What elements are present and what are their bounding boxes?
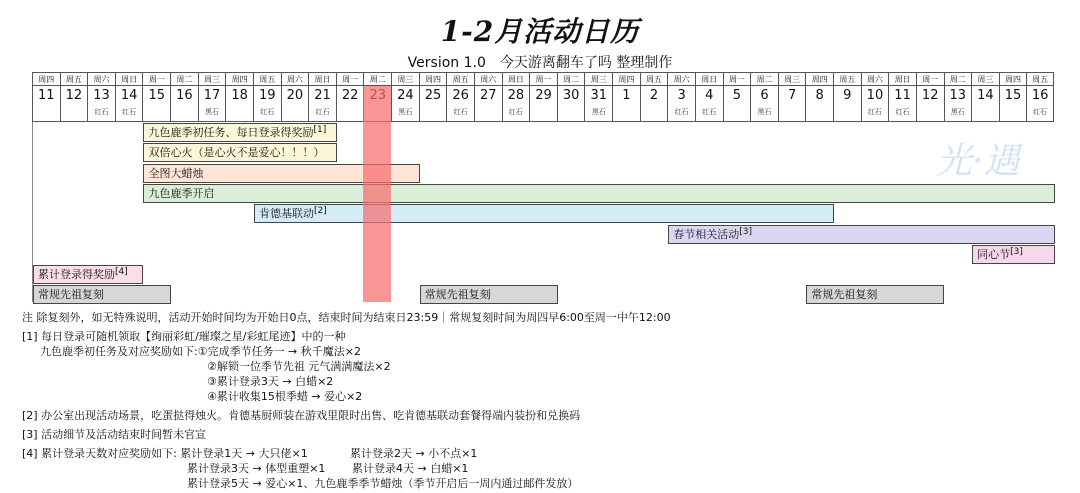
weekday-label: 周日 [888, 72, 916, 86]
weekday-label: 周三 [584, 72, 612, 86]
footnotes [22, 310, 1062, 491]
day-column [198, 72, 226, 122]
weekday-label: 周二 [750, 72, 778, 86]
weekday-label: 周四 [32, 72, 60, 86]
day-column [833, 72, 861, 122]
event-bar [972, 245, 1055, 264]
weekday-label: 周一 [723, 72, 751, 86]
page-subtitle: Version 1.0 今天游离翻车了吗 整理制作 [407, 55, 673, 71]
weekday-label: 周五 [446, 72, 474, 86]
day-number: 9 [843, 88, 852, 103]
weekday-label: 周二 [170, 72, 198, 86]
day-cell [971, 86, 999, 122]
weekday-label: 周日 [308, 72, 336, 86]
footnote-ref: [3] [739, 226, 753, 237]
day-number: 22 [341, 88, 359, 103]
footnote-ref: [3] [1010, 246, 1023, 257]
weekday-label: 周六 [281, 72, 309, 86]
event-label: 常规先祖复刻 [811, 288, 878, 302]
day-number: 12 [65, 88, 83, 103]
day-cell [944, 86, 972, 122]
day-number: 1 [622, 88, 631, 103]
day-cell [419, 86, 447, 122]
weekday-label: 周二 [557, 72, 585, 86]
day-cell [667, 86, 695, 122]
day-cell [87, 86, 115, 122]
note-2: [2] 办公室出现活动场景，吃蛋挞得烛火。肯德基厨师装在游戏里限时出售、吃肯德基联动套餐得端内装扮和兑换码 [22, 409, 581, 422]
footnote-ref: [4] [115, 267, 128, 278]
day-column [861, 72, 889, 122]
day-tag: 红石 [260, 108, 275, 116]
day-cell [253, 86, 281, 122]
day-number: 29 [535, 88, 552, 103]
day-column [253, 72, 281, 122]
day-number: 11 [894, 88, 911, 103]
day-tag: 黑石 [757, 108, 772, 116]
weekday-label: 周六 [861, 72, 889, 86]
weekday-label: 周四 [419, 72, 447, 86]
weekday-label: 周四 [999, 72, 1027, 86]
weekday-label: 周六 [667, 72, 695, 86]
note-1: [1] 每日登录可随机领取【绚丽彩虹/璀璨之星/彩虹尾迹】中的一种 [22, 330, 346, 343]
day-cell [529, 86, 557, 122]
day-cell [446, 86, 474, 122]
day-number: 4 [705, 88, 714, 103]
day-number: 15 [148, 88, 166, 103]
weekday-label: 周五 [60, 72, 88, 86]
day-column [308, 72, 336, 122]
weekday-label: 周二 [363, 72, 391, 86]
weekday-label: 周日 [695, 72, 723, 86]
day-number: 13 [93, 88, 110, 103]
note-1-detail: ③累计登录3天 → 白蜡×2 [207, 375, 334, 388]
event-label: 九色鹿季开启 [148, 186, 215, 200]
event-grid [32, 122, 1054, 302]
day-cell [474, 86, 502, 122]
note-general: 注 除复刻外，如无特殊说明，活动开始时间均为开始日0点，结束时间为结束日23:59｜常规复刻时间为周四早6:00至周一中午12:00 [22, 311, 671, 324]
event-label: 常规先祖复刻 [38, 288, 104, 302]
day-column [750, 72, 778, 122]
event-label: 九色鹿季初任务、每日登录得奖励 [148, 126, 314, 139]
day-column [391, 72, 419, 122]
day-number: 21 [314, 88, 331, 103]
day-number: 13 [949, 88, 967, 103]
event-label: 全图大蜡烛 [148, 166, 204, 180]
event-bar [143, 184, 1055, 203]
day-number: 14 [977, 88, 994, 103]
day-column [336, 72, 364, 122]
day-column [612, 72, 640, 122]
day-number: 12 [921, 88, 939, 103]
weekday-label: 周一 [916, 72, 944, 86]
day-number: 8 [815, 88, 824, 103]
day-cell [640, 86, 668, 122]
day-column [805, 72, 833, 122]
weekday-label: 周五 [640, 72, 668, 86]
day-column [446, 72, 474, 122]
day-cell [281, 86, 309, 122]
weekday-label: 周四 [805, 72, 833, 86]
weekday-label: 周一 [529, 72, 557, 86]
day-number: 31 [590, 88, 607, 103]
note-1-detail: ②解锁一位季节先祖 元气满满魔法×2 [207, 360, 391, 373]
day-cell [861, 86, 889, 122]
day-column [695, 72, 723, 122]
day-tag: 黑石 [950, 108, 965, 116]
day-cell [750, 86, 778, 122]
event-bar [668, 225, 1055, 244]
footnote-ref: [2] [313, 206, 327, 217]
day-column [502, 72, 530, 122]
day-number: 6 [760, 88, 769, 103]
day-tag: 红石 [453, 108, 468, 116]
day-tag: 红石 [1033, 108, 1048, 116]
day-column [723, 72, 751, 122]
day-column [916, 72, 944, 122]
day-number: 2 [649, 88, 659, 103]
day-column [225, 72, 253, 122]
day-column [115, 72, 143, 122]
day-column [667, 72, 695, 122]
day-column [1026, 72, 1054, 122]
day-number: 25 [424, 88, 442, 103]
day-column [32, 72, 60, 122]
weekday-label: 周三 [971, 72, 999, 86]
day-tag: 红石 [702, 108, 717, 116]
event-bar [33, 285, 171, 304]
event-bar [806, 285, 944, 304]
note-4: [4] 累计登录天数对应奖励如下: 累计登录1天 → 大只佬×1 [22, 447, 308, 460]
event-bar [143, 123, 336, 142]
day-cell [833, 86, 861, 122]
note-1-detail: 九色鹿季初任务及对应奖励如下:①完成季节任务一 → 秋千魔法×2 [40, 345, 361, 358]
day-number: 19 [259, 88, 276, 103]
day-cell [557, 86, 585, 122]
day-column [474, 72, 502, 122]
day-tag: 红石 [508, 108, 523, 116]
note-4-detail: 累计登录3天 → 体型重塑×1 [187, 462, 326, 475]
day-cell [999, 86, 1027, 122]
event-label: 常规先祖复刻 [424, 288, 491, 302]
weekday-label: 周日 [115, 72, 143, 86]
day-cell [170, 86, 198, 122]
day-tag: 黑石 [398, 108, 413, 116]
day-number: 16 [1031, 88, 1049, 103]
footnote-ref: [1] [313, 125, 327, 135]
day-number: 27 [479, 88, 497, 103]
event-label: 同心节 [977, 247, 1011, 261]
day-cell [695, 86, 723, 122]
day-number: 10 [866, 88, 884, 103]
day-column [640, 72, 668, 122]
event-label: 肯德基联动 [258, 207, 314, 221]
event-bar [33, 265, 143, 284]
day-cell [32, 86, 60, 122]
weekday-label: 周日 [502, 72, 530, 86]
event-bar [143, 143, 336, 162]
day-number: 28 [507, 88, 525, 103]
day-column [419, 72, 447, 122]
day-tag: 红石 [674, 108, 689, 116]
day-cell [888, 86, 916, 122]
day-column [142, 72, 170, 122]
day-cell [502, 86, 530, 122]
calendar [32, 72, 1054, 302]
day-number: 3 [677, 88, 686, 103]
day-cell [198, 86, 226, 122]
day-tag: 红石 [867, 108, 882, 116]
weekday-label: 周五 [1026, 72, 1054, 86]
event-label: 双倍心火（是心火不是爱心！！！） [148, 146, 325, 160]
note-1-detail: ④累计收集15根季蜡 → 爱心×2 [207, 390, 363, 403]
day-column [584, 72, 612, 122]
day-column [170, 72, 198, 122]
note-4-detail: 累计登录5天 → 爱心×1、九色鹿季季节蜡烛（季节开启后一周内通过邮件发放） [187, 477, 579, 490]
weekday-label: 周五 [253, 72, 281, 86]
day-tag: 红石 [895, 108, 910, 116]
day-tag: 红石 [315, 108, 330, 116]
weekday-label: 周三 [778, 72, 806, 86]
day-column [281, 72, 309, 122]
day-column [971, 72, 999, 122]
day-number: 17 [203, 88, 221, 103]
event-bar [254, 204, 834, 223]
weekday-label: 周一 [142, 72, 170, 86]
event-bar [420, 285, 558, 304]
day-cell [805, 86, 833, 122]
day-column [778, 72, 806, 122]
day-cell [1026, 86, 1054, 122]
day-number: 26 [452, 88, 469, 103]
day-number: 15 [1004, 88, 1022, 103]
day-column [529, 72, 557, 122]
day-number: 7 [787, 88, 797, 103]
note-3: [3] 活动细节及活动结束时间暂未官宣 [22, 428, 207, 441]
day-number: 18 [231, 88, 248, 103]
weekday-label: 周二 [944, 72, 972, 86]
day-column [87, 72, 115, 122]
day-cell [308, 86, 336, 122]
weekday-label: 周六 [474, 72, 502, 86]
day-number: 24 [397, 88, 414, 103]
game-logo-watermark: 光·遇 [936, 141, 1020, 182]
day-column [888, 72, 916, 122]
day-cell [778, 86, 806, 122]
day-cell [225, 86, 253, 122]
day-cell [115, 86, 143, 122]
day-cell [60, 86, 88, 122]
day-number: 11 [38, 88, 55, 103]
day-cell [916, 86, 944, 122]
day-column [557, 72, 585, 122]
page-title: 1-2月活动日历 [440, 15, 640, 48]
day-number: 16 [176, 88, 193, 103]
day-column [999, 72, 1027, 122]
day-cell [142, 86, 170, 122]
weekday-label: 周三 [391, 72, 419, 86]
event-label: 春节相关活动 [673, 227, 740, 241]
day-column [944, 72, 972, 122]
day-tag: 黑石 [591, 108, 606, 116]
day-cell [584, 86, 612, 122]
weekday-label: 周三 [198, 72, 226, 86]
today-highlight [363, 86, 391, 302]
day-tag: 红石 [122, 108, 137, 116]
day-tag: 红石 [94, 108, 109, 116]
day-number: 30 [562, 88, 580, 103]
weekday-label: 周一 [336, 72, 364, 86]
weekday-label: 周四 [612, 72, 640, 86]
day-column [60, 72, 88, 122]
day-tag: 黑石 [205, 108, 220, 116]
day-cell [391, 86, 419, 122]
weekday-label: 周五 [833, 72, 861, 86]
event-label: 累计登录得奖励 [38, 268, 115, 282]
day-number: 20 [286, 88, 304, 103]
day-cell [336, 86, 364, 122]
weekday-label: 周四 [225, 72, 253, 86]
day-cell [612, 86, 640, 122]
day-number: 5 [732, 88, 741, 103]
day-cell [723, 86, 751, 122]
weekday-label: 周六 [87, 72, 115, 86]
day-number: 14 [120, 88, 138, 103]
note-4-detail: 累计登录2天 → 小不点×1 [350, 447, 478, 460]
note-4-detail: 累计登录4天 → 白蜡×1 [352, 462, 469, 475]
